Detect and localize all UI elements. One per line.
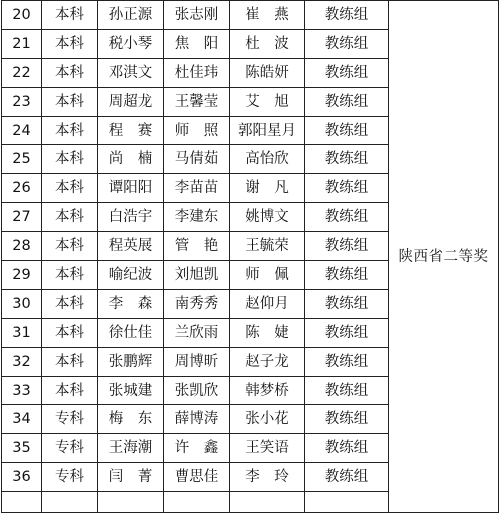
team-number: 35	[2, 434, 42, 463]
table-body	[2, 1, 499, 513]
member-3-name: 陈皓妍	[230, 58, 305, 87]
empty-cell	[164, 492, 230, 513]
member-3-name: 陈 婕	[230, 318, 305, 347]
education-level: 本科	[42, 174, 98, 203]
member-2-name: 张志刚	[164, 1, 230, 30]
member-1-name: 徐仕佳	[98, 318, 164, 347]
member-3-name: 赵仰月	[230, 289, 305, 318]
member-1-name: 邓淇文	[98, 58, 164, 87]
empty-cell	[42, 492, 98, 513]
member-3-name: 谢 凡	[230, 174, 305, 203]
team-number: 20	[2, 1, 42, 30]
team-number: 30	[2, 289, 42, 318]
member-2-name: 曹思佳	[164, 463, 230, 492]
member-3-name: 王笑语	[230, 434, 305, 463]
advisor-name: 教练组	[305, 232, 389, 261]
member-2-name: 管 艳	[164, 232, 230, 261]
empty-cell	[230, 492, 305, 513]
member-1-name: 张城建	[98, 376, 164, 405]
team-number: 36	[2, 463, 42, 492]
member-3-name: 艾 旭	[230, 87, 305, 116]
team-number: 28	[2, 232, 42, 261]
member-3-name: 高怡欣	[230, 145, 305, 174]
member-1-name: 周超龙	[98, 87, 164, 116]
education-level: 专科	[42, 405, 98, 434]
member-2-name: 王馨莹	[164, 87, 230, 116]
advisor-name: 教练组	[305, 261, 389, 290]
education-level: 专科	[42, 434, 98, 463]
education-level: 本科	[42, 58, 98, 87]
member-1-name: 喻纪波	[98, 261, 164, 290]
advisor-name: 教练组	[305, 347, 389, 376]
education-level: 本科	[42, 1, 98, 30]
member-2-name: 张凯欣	[164, 376, 230, 405]
education-level: 本科	[42, 376, 98, 405]
advisor-name: 教练组	[305, 58, 389, 87]
member-1-name: 闫 菁	[98, 463, 164, 492]
member-1-name: 孙正源	[98, 1, 164, 30]
member-2-name: 南秀秀	[164, 289, 230, 318]
education-level: 本科	[42, 289, 98, 318]
member-2-name: 李苗苗	[164, 174, 230, 203]
team-number: 21	[2, 29, 42, 58]
member-3-name: 李 玲	[230, 463, 305, 492]
member-3-name: 王毓荣	[230, 232, 305, 261]
member-3-name: 杜 波	[230, 29, 305, 58]
member-3-name: 郭阳星月	[230, 116, 305, 145]
education-level: 本科	[42, 261, 98, 290]
team-number: 25	[2, 145, 42, 174]
member-2-name: 马倩茹	[164, 145, 230, 174]
member-1-name: 程英展	[98, 232, 164, 261]
education-level: 本科	[42, 318, 98, 347]
member-1-name: 程 赛	[98, 116, 164, 145]
team-number: 26	[2, 174, 42, 203]
advisor-name: 教练组	[305, 376, 389, 405]
advisor-name: 教练组	[305, 289, 389, 318]
advisor-name: 教练组	[305, 463, 389, 492]
member-1-name: 李 森	[98, 289, 164, 318]
member-3-name: 张小花	[230, 405, 305, 434]
member-2-name: 师 照	[164, 116, 230, 145]
education-level: 本科	[42, 116, 98, 145]
member-3-name: 崔 燕	[230, 1, 305, 30]
team-number: 34	[2, 405, 42, 434]
team-number: 24	[2, 116, 42, 145]
member-2-name: 李建东	[164, 203, 230, 232]
member-1-name: 尚 楠	[98, 145, 164, 174]
team-number: 22	[2, 58, 42, 87]
education-level: 本科	[42, 145, 98, 174]
member-1-name: 张鹏辉	[98, 347, 164, 376]
member-1-name: 税小琴	[98, 29, 164, 58]
advisor-name: 教练组	[305, 174, 389, 203]
member-3-name: 赵子龙	[230, 347, 305, 376]
education-level: 专科	[42, 463, 98, 492]
team-number: 33	[2, 376, 42, 405]
team-number: 27	[2, 203, 42, 232]
award-level-cell: 陕西省二等奖	[389, 1, 499, 513]
member-3-name: 姚博文	[230, 203, 305, 232]
team-number: 31	[2, 318, 42, 347]
empty-cell	[2, 492, 42, 513]
advisor-name: 教练组	[305, 87, 389, 116]
education-level: 本科	[42, 29, 98, 58]
advisor-name: 教练组	[305, 116, 389, 145]
member-2-name: 焦 阳	[164, 29, 230, 58]
member-1-name: 梅 东	[98, 405, 164, 434]
member-2-name: 许 鑫	[164, 434, 230, 463]
member-1-name: 王海潮	[98, 434, 164, 463]
education-level: 本科	[42, 203, 98, 232]
empty-cell	[98, 492, 164, 513]
member-2-name: 兰欣雨	[164, 318, 230, 347]
member-2-name: 刘旭凯	[164, 261, 230, 290]
member-1-name: 谭阳阳	[98, 174, 164, 203]
team-number: 23	[2, 87, 42, 116]
advisor-name: 教练组	[305, 434, 389, 463]
advisor-name: 教练组	[305, 203, 389, 232]
empty-cell	[305, 492, 389, 513]
advisor-name: 教练组	[305, 405, 389, 434]
team-number: 32	[2, 347, 42, 376]
table-row	[2, 1, 499, 30]
education-level: 本科	[42, 347, 98, 376]
advisor-name: 教练组	[305, 29, 389, 58]
member-1-name: 白浩宇	[98, 203, 164, 232]
education-level: 本科	[42, 87, 98, 116]
member-2-name: 杜佳玮	[164, 58, 230, 87]
advisor-name: 教练组	[305, 318, 389, 347]
member-2-name: 薛博涛	[164, 405, 230, 434]
member-2-name: 周博昕	[164, 347, 230, 376]
team-number: 29	[2, 261, 42, 290]
member-3-name: 师 佩	[230, 261, 305, 290]
member-3-name: 韩梦桥	[230, 376, 305, 405]
education-level: 本科	[42, 232, 98, 261]
award-table	[1, 0, 499, 513]
advisor-name: 教练组	[305, 145, 389, 174]
advisor-name: 教练组	[305, 1, 389, 30]
